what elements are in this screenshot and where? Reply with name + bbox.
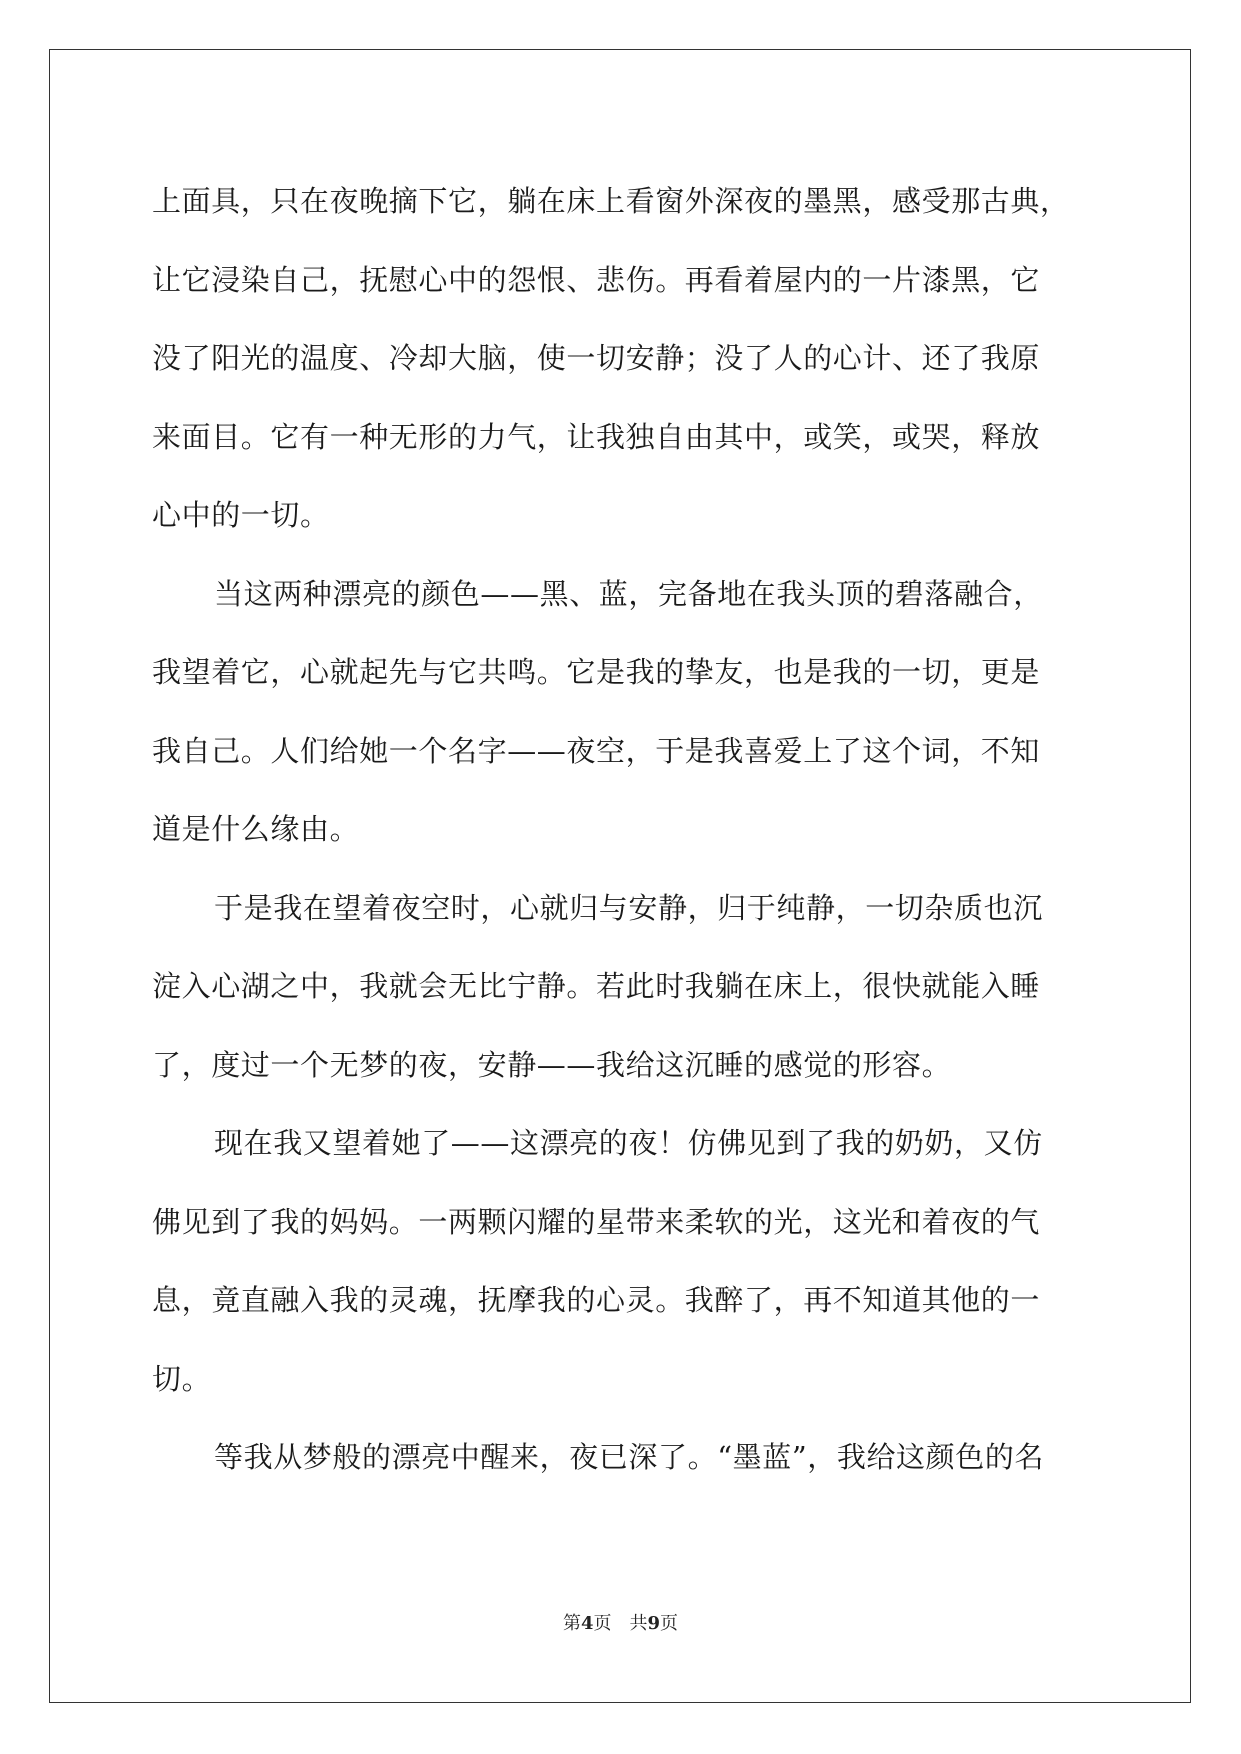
paragraph-start-line: 现在我又望着她了——这漂亮的夜！仿佛见到了我的奶奶，又仿 [214,1126,1043,1160]
document-body [152,162,1092,1497]
text-line: 上面具，只在夜晚摘下它，躺在床上看窗外深夜的墨黑，感受那古典， [152,184,1070,218]
text-line: 没了阳光的温度、冷却大脑，使一切安静；没了人的心计、还了我原 [152,341,1041,375]
text-line: 息，竟直融入我的灵魂，抚摩我的心灵。我醉了，再不知道其他的一 [152,1283,1041,1317]
text-line: 心中的一切。 [152,498,330,532]
page-suffix: 页 [660,1613,679,1634]
text-line: 佛见到了我的妈妈。一两颗闪耀的星带来柔软的光，这光和着夜的气 [152,1204,1041,1239]
page-mid: 页 共 [593,1613,648,1634]
text-line: 了，度过一个无梦的夜，安静——我给这沉睡的感觉的形容。 [152,1047,952,1082]
paragraph-start-line: 当这两种漂亮的颜色——黑、蓝，完备地在我头顶的碧落融合， [214,576,1043,611]
text-line: 我望着它，心就起先与它共鸣。它是我的挚友，也是我的一切，更是 [152,655,1041,689]
page-prefix: 第 [562,1613,581,1634]
text-line: 切。 [152,1361,212,1396]
total-page-number: 9 [647,1613,661,1634]
current-page-number: 4 [580,1613,594,1634]
text-line: 来面目。它有一种无形的力气，让我独自由其中，或笑，或哭，释放 [152,419,1041,454]
paragraph-start-line: 等我从梦般的漂亮中醒来，夜已深了。“墨蓝”，我给这颜色的名 [214,1440,1045,1474]
paragraph-start-line: 于是我在望着夜空时，心就归与安静，归于纯静，一切杂质也沉 [214,890,1043,925]
text-line: 淀入心湖之中，我就会无比宁静。若此时我躺在床上，很快就能入睡 [152,969,1041,1003]
text-line: 我自己。人们给她一个名字——夜空，于是我喜爱上了这个词，不知 [152,733,1041,768]
text-line: 让它浸染自己，抚慰心中的怨恨、悲伤。再看着屋内的一片漆黑，它 [152,262,1041,297]
page-footer [0,1609,1241,1635]
text-line: 道是什么缘由。 [152,812,360,846]
